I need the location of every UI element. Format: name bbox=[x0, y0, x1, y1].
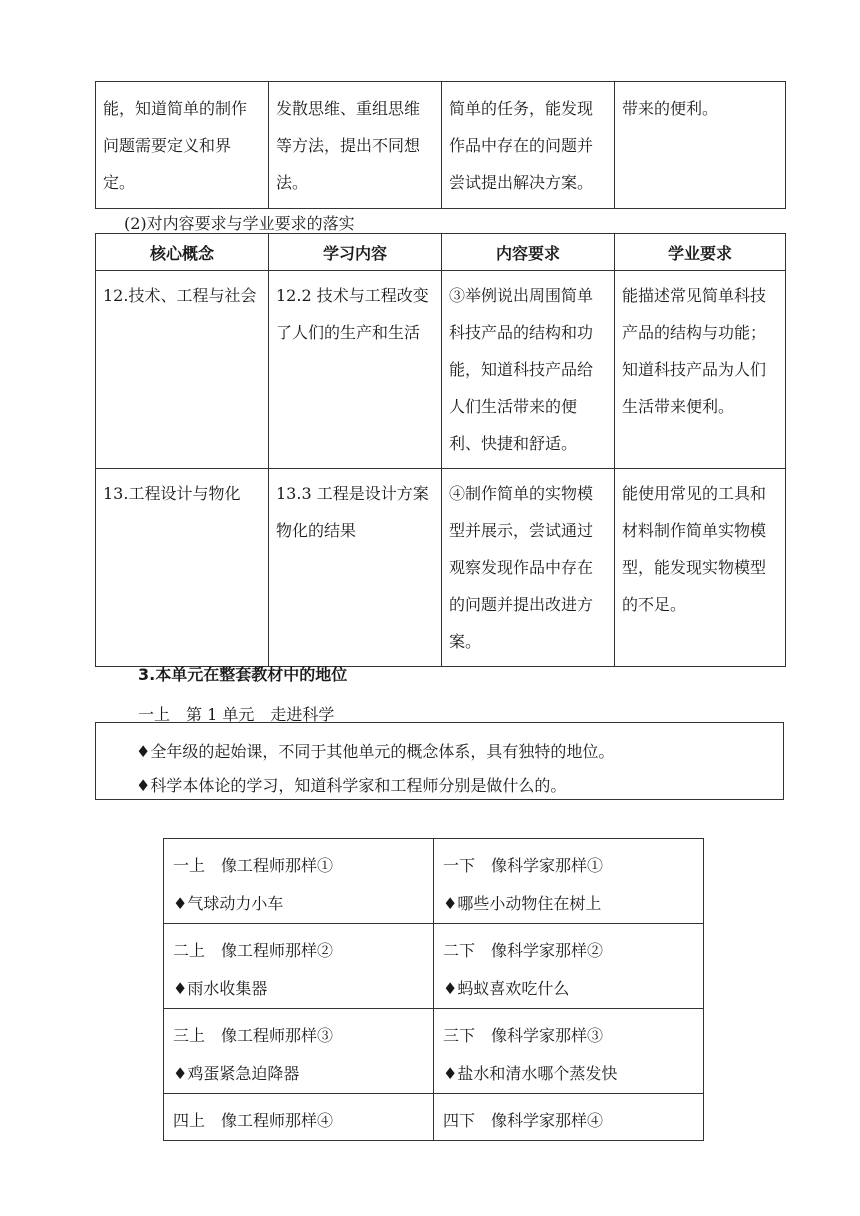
box-line: ♦全年级的起始课，不同于其他单元的概念体系，具有独特的地位。 bbox=[136, 742, 615, 761]
column-header: 内容要求 bbox=[442, 234, 615, 271]
table-cell bbox=[164, 1094, 434, 1141]
table-cell bbox=[434, 1009, 704, 1094]
table-cell: ③举例说出周围简单科技产品的结构和功能，知道科技产品给人们生活带来的便利、快捷和舒适。 bbox=[442, 271, 615, 469]
table-cell: 12.2 技术与工程改变了人们的生产和生活 bbox=[269, 271, 442, 469]
cell-item: ♦盐水和清水哪个蒸发快 bbox=[443, 1064, 618, 1083]
table-cell: 发散思维、重组思维等方法，提出不同想法。 bbox=[269, 82, 442, 209]
cell-item: ♦雨水收集器 bbox=[173, 979, 268, 998]
table-cell bbox=[434, 839, 704, 924]
cell-title: 二上 像工程师那样② bbox=[173, 941, 334, 960]
table-cell: 简单的任务，能发现作品中存在的问题并尝试提出解决方案。 bbox=[442, 82, 615, 209]
unit-description-box bbox=[95, 722, 784, 800]
cell-item: ♦气球动力小车 bbox=[173, 894, 284, 913]
requirements-table bbox=[95, 233, 786, 667]
cell-title: 四上 像工程师那样④ bbox=[173, 1111, 334, 1130]
table-cell: 能使用常见的工具和材料制作简单实物模型，能发现实物模型的不足。 bbox=[615, 469, 786, 667]
section-label: (2)对内容要求与学业要求的落实 bbox=[124, 214, 355, 233]
unit-label: 一上 第 1 单元 走进科学 bbox=[138, 705, 335, 724]
table-row bbox=[164, 924, 704, 1009]
table-row bbox=[96, 271, 786, 469]
table-row bbox=[96, 82, 786, 209]
cell-title: 三上 像工程师那样③ bbox=[173, 1026, 334, 1045]
cell-item: ♦哪些小动物住在树上 bbox=[443, 894, 602, 913]
section-heading: 3.本单元在整套教材中的地位 bbox=[138, 665, 348, 684]
column-header: 学习内容 bbox=[269, 234, 442, 271]
table-cell: 能，知道简单的制作问题需要定义和界定。 bbox=[96, 82, 269, 209]
cell-item: ♦蚂蚁喜欢吃什么 bbox=[443, 979, 570, 998]
cell-item: ♦鸡蛋紧急迫降器 bbox=[173, 1064, 300, 1083]
table-cell: 能描述常见简单科技产品的结构与功能；知道科技产品为人们生活带来便利。 bbox=[615, 271, 786, 469]
table-cell bbox=[434, 1094, 704, 1141]
series-table bbox=[163, 838, 704, 1141]
table-cell: ④制作简单的实物模型并展示，尝试通过观察发现作品中存在的问题并提出改进方案。 bbox=[442, 469, 615, 667]
column-header: 核心概念 bbox=[96, 234, 269, 271]
table-row bbox=[96, 469, 786, 667]
cell-title: 一上 像工程师那样① bbox=[173, 856, 334, 875]
table-row bbox=[164, 1094, 704, 1141]
table-cell bbox=[164, 924, 434, 1009]
table-row bbox=[164, 839, 704, 924]
cell-title: 一下 像科学家那样① bbox=[443, 856, 604, 875]
table-cell: 13.3 工程是设计方案物化的结果 bbox=[269, 469, 442, 667]
table-row bbox=[164, 1009, 704, 1094]
column-header: 学业要求 bbox=[615, 234, 786, 271]
table-header-row bbox=[96, 234, 786, 271]
table-cell: 13.工程设计与物化 bbox=[96, 469, 269, 667]
box-line: ♦科学本体论的学习，知道科学家和工程师分别是做什么的。 bbox=[136, 776, 567, 795]
top-continuation-table bbox=[95, 81, 786, 209]
cell-title: 二下 像科学家那样② bbox=[443, 941, 604, 960]
cell-title: 四下 像科学家那样④ bbox=[443, 1111, 604, 1130]
table-cell bbox=[164, 1009, 434, 1094]
table-cell bbox=[164, 839, 434, 924]
table-cell: 12.技术、工程与社会 bbox=[96, 271, 269, 469]
table-cell: 带来的便利。 bbox=[615, 82, 786, 209]
cell-title: 三下 像科学家那样③ bbox=[443, 1026, 604, 1045]
table-cell bbox=[434, 924, 704, 1009]
